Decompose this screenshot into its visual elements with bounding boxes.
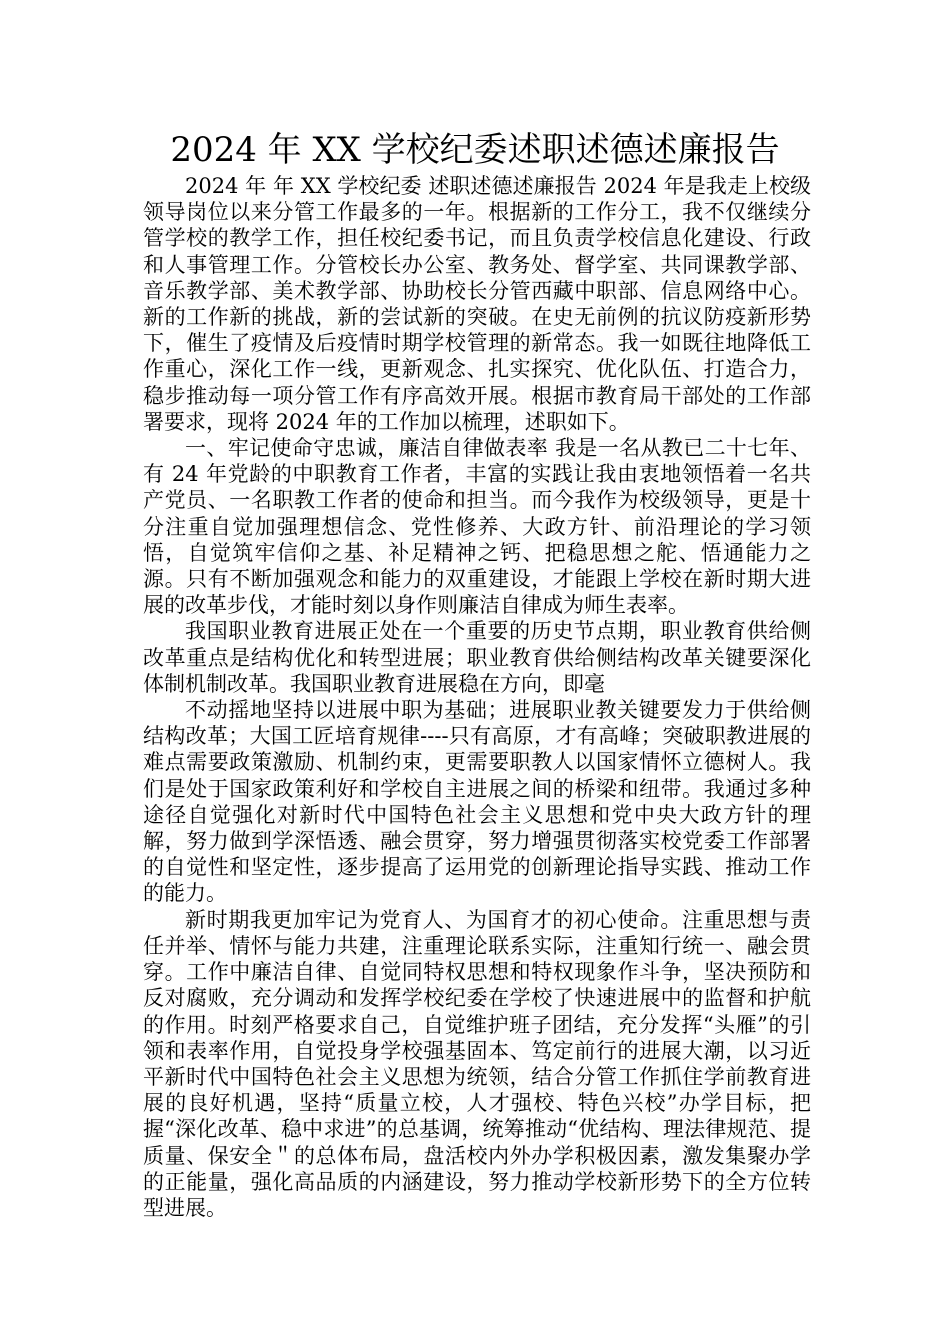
paragraph-new-era-mission: 新时期我更加牢记为党育人、为国育才的初心使命。注重思想与责任并举、情怀与能力共建，注重理论联系实际，注重知行统一、融会贯穿。工作中廉洁自律、自觉同特权思想和特权现象作斗争，坚决预防和反对腐败，充分调动和发挥学校纪委在学校了快速进展中的监督和护航的作用。时刻严格要求自己，自觉维护班子团结，充分发挥“头雁”的引领和表率作用，自觉投身学校强基固本、笃定前行的进展大潮，以习近平新时代中国特色社会主义思想为统领，结合分管工作抓住学前教育进展的良好机遇，坚持“质量立校，人才强校、特色兴校”办学目标，把握“深化改革、稳中求进”的总基调，统筹推动“优结构、理法律规范、提质量、保安全＂的总体布局，盘活校内外办学积极因素，激发集聚办学的正能量，强化高品质的内涵建设，努力推动学校新形势下的全方位转型进展。 <box>143 907 811 1220</box>
document-body <box>143 173 811 1221</box>
paragraph-supply-side-reform: 不动摇地坚持以进展中职为基础；进展职业教关键要发力于供给侧结构改革；大国工匠培育规律----只有高原，才有高峰；突破职教进展的难点需要政策激励、机制约束，更需要职教人以国家情怀立德树人。我们是处于国家政策利好和学校自主进展之间的桥梁和纽带。我通过多种途径自觉强化对新时代中国特色社会主义思想和党中央大政方针的理解，努力做到学深悟透、融会贯穿，努力增强贯彻落实校党委工作部署的自觉性和坚定性，逐步提高了运用党的创新理论指导实践、推动工作的能力。 <box>143 698 811 906</box>
paragraph-intro: 2024 年 年 XX 学校纪委 述职述德述廉报告 2024 年是我走上校级领导岗位以来分管工作最多的一年。根据新的工作分工，我不仅继续分管学校的教学工作，担任校纪委书记，而且负责学校信息化建设、行政和人事管理工作。分管校长办公室、教务处、督学室、共同课教学部、音乐教学部、美术教学部、协助校长分管西藏中职部、信息网络中心。新的工作新的挑战，新的尝试新的突破。在史无前例的抗议防疫新形势下，催生了疫情及后疫情时期学校管理的新常态。我一如既往地降低工作重心，深化工作一线，更新观念、扎实探究、优化队伍、打造合力，稳步推动每一项分管工作有序高效开展。根据市教育局干部处的工作部署要求，现将 2024 年的工作加以梳理，述职如下。 <box>143 174 811 434</box>
paragraph-vocational-education: 我国职业教育进展正处在一个重要的历史节点期，职业教育供给侧改革重点是结构优化和转型进展；职业教育供给侧结构改革关键要深化体制机制改革。我国职业教育进展稳在方向，即毫 <box>143 619 811 696</box>
paragraph-section-one: 一、牢记使命守忠诚，廉洁自律做表率 我是一名从教已二十七年、有 24 年党龄的中职教育工作者，丰富的实践让我由衷地领悟着一名共产党员、一名职教工作者的使命和担当。而今我作为校级领导，更是十分注重自觉加强理想信念、党性修养、大政方针、前沿理论的学习领悟，自觉筑牢信仰之基、补足精神之钙、把稳思想之舵、悟通能力之源。只有不断加强观念和能力的双重建设，才能跟上学校在新时期大进展的改革步伐，才能时刻以身作则廉洁自律成为师生表率。 <box>143 436 811 618</box>
document-title: 2024 年 XX 学校纪委述职述德述廉报告 <box>170 130 780 170</box>
